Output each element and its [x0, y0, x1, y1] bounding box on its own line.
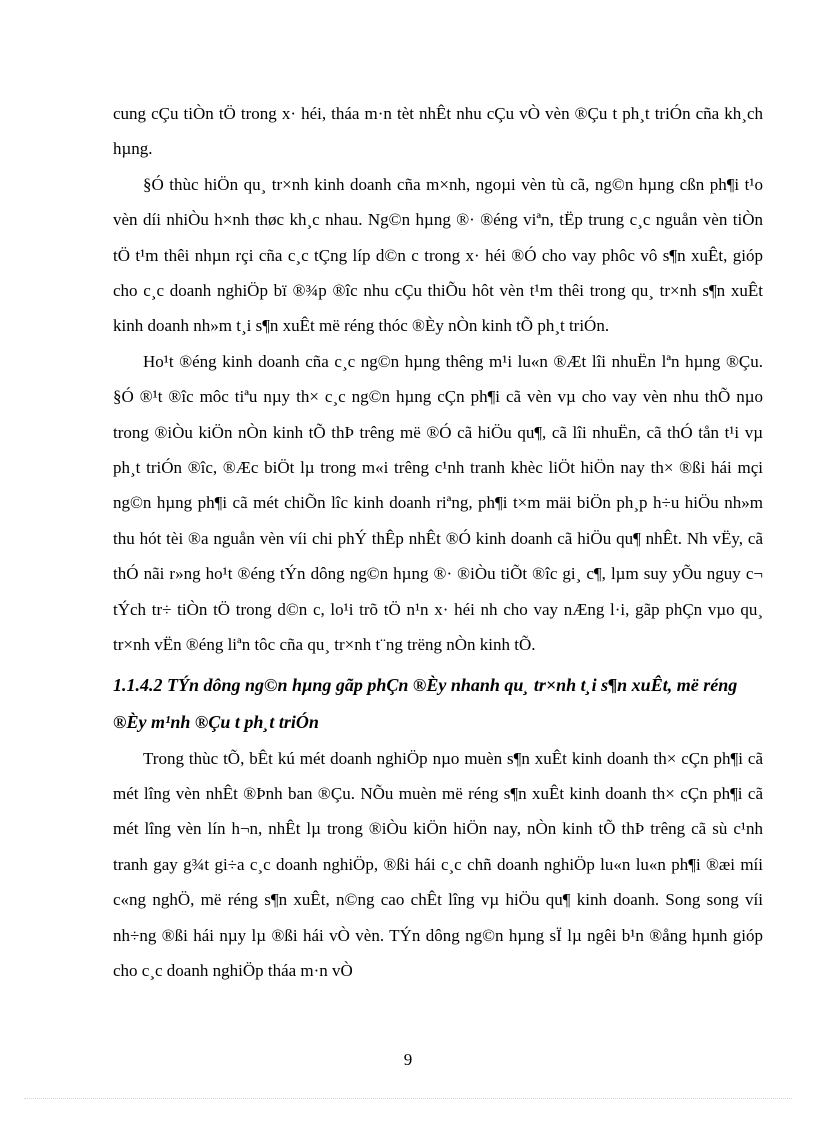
paragraph-continuation: cung cÇu tiÒn tÖ trong x· héi, tháa m·n tèt nhÊt nhu cÇu vÒ vèn ®Çu t ph¸t triÓn cña kh¸ch hµng.	[113, 104, 763, 159]
paragraph: Trong thùc tÕ, bÊt kú mét doanh nghiÖp nµo muèn s¶n xuÊt kinh doanh th× cÇn ph¶i cã mét lîng vèn nhÊt ®Þnh ban ®Çu. NÕu muèn më réng s¶n xuÊt kinh doanh th× cÇn ph¶i cã mét lîng vèn lín h¬n, nhÊt lµ trong ®iÒu kiÖn hiÖn nay, nÒn kinh tÕ thÞ trêng cã sù c¹nh tranh gay g¾t gi÷a c¸c doanh nghiÖp, ®ßi hái c¸c chñ doanh nghiÖp lu«n lu«n ph¶i ®æi míi c«ng nghÖ, më réng s¶n xuÊt, n©ng cao chÊt lîng vµ hiÖu qu¶ kinh doanh. Song song víi nh÷ng ®ßi hái nµy lµ ®ßi hái vÒ vèn. TÝn dông ng©n hµng sÏ lµ ngêi b¹n ®ång hµnh gióp cho c¸c doanh nghiÖp tháa m·n vÒ	[113, 748, 763, 980]
page-number: 9	[403, 1050, 413, 1069]
paragraph: Ho¹t ®éng kinh doanh cña c¸c ng©n hµng thêng m¹i lu«n ®Æt lîi nhuËn lªn hµng ®Çu. §Ó ®¹t ®îc môc tiªu nµy th× c¸c ng©n hµng cÇn ph¶i cã vèn vµ cho vay vèn nhu thÕ nµo trong ®iÒu kiÖn nÒn kinh tÕ thÞ trêng më ®Ó cã hiÖu qu¶, cã lîi nhuËn, cã thÓ tån t¹i vµ ph¸t triÓn ®îc, ®Æc biÖt lµ trong m«i trêng c¹nh tranh khèc liÖt hiÖn nay th× ®ßi hái mçi ng©n hµng ph¶i cã mét chiÕn lîc kinh doanh riªng, ph¶i t×m mäi biÖn ph¸p h÷u hiÖu nh»m thu hót tèi ®a nguån vèn víi chi phÝ thÊp nhÊt ®Ó kinh doanh cã hiÖu qu¶ nhÊt. Nh vËy, cã thÓ nãi r»ng ho¹t ®éng tÝn dông ng©n hµng ®· ®iÒu tiÕt ®îc gi¸ c¶, lµm suy yÕu nguy c¬ tÝch tr÷ tiÒn tÖ trong d©n c, lo¹i trõ tÖ n¹n x· héi nh cho vay nÆng l·i, gãp phÇn vµo qu¸ tr×nh vËn ®éng liªn tôc cña qu¸ tr×nh t¨ng trëng nÒn kinh tÕ.	[113, 351, 763, 655]
section-heading: 1.1.4.2 TÝn dông ng©n hµng gãp phÇn ®Èy nhanh qu¸ tr×nh t¸i s¶n xuÊt, më réng ®Èy m¹nh ®Çu t ph¸t triÓn	[113, 674, 738, 732]
page-bottom-divider	[24, 1098, 792, 1099]
document-body	[113, 96, 763, 988]
paragraph: §Ó thùc hiÖn qu¸ tr×nh kinh doanh cña m×nh, ngoµi vèn tù cã, ng©n hµng cßn ph¶i t¹o vèn díi nhiÒu h×nh thøc kh¸c nhau. Ng©n hµng ®· ®éng viªn, tËp trung c¸c nguån vèn tiÒn tÖ t¹m thêi nhµn rçi cña c¸c tÇng líp d©n c trong x· héi ®Ó cho vay phôc vô s¶n xuÊt, gióp cho c¸c doanh nghiÖp bï ®¾p ®îc nhu cÇu thiÕu hôt vèn t¹m thêi trong qu¸ tr×nh s¶n xuÊt kinh doanh nh»m t¸i s¶n xuÊt më réng thóc ®Èy nÒn kinh tÕ ph¸t triÓn.	[113, 174, 763, 336]
